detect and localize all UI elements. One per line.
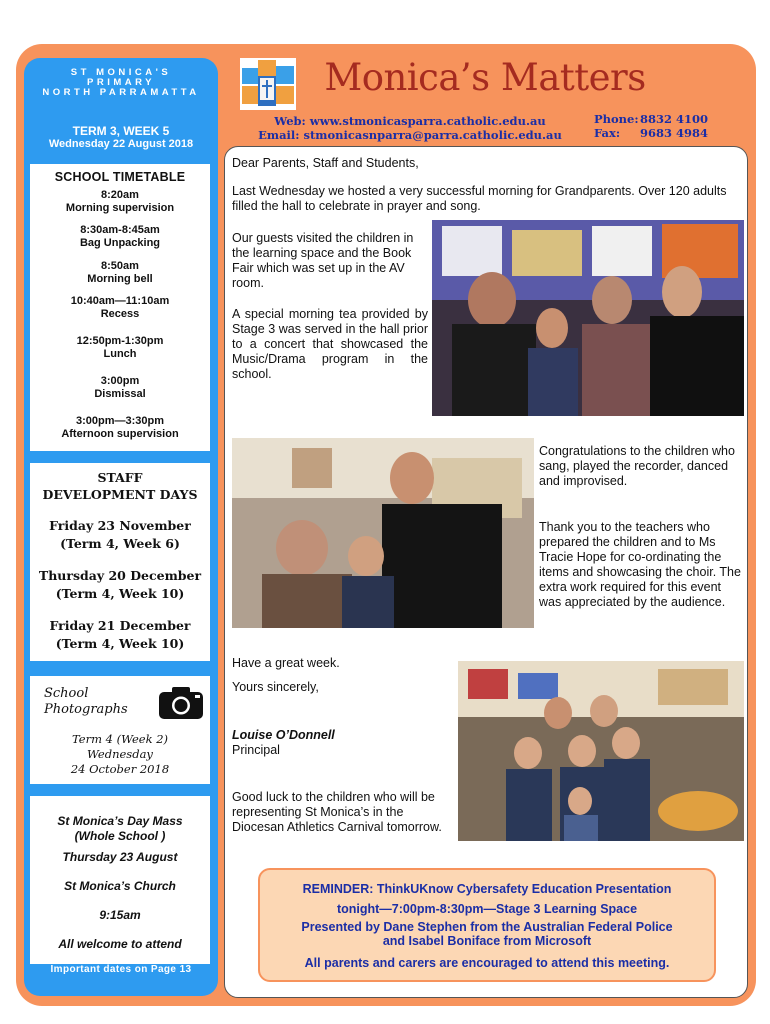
- staff-dev-item: Friday 21 December (Term 4, Week 10): [49, 618, 191, 651]
- reminder-box: [258, 868, 716, 982]
- timetable-item: 3:00pm Dismissal: [94, 375, 146, 400]
- reminder-presenters: Presented by Dane Stephen from the Australian Federal Police: [301, 920, 673, 934]
- grandparents-photo-2: [232, 438, 534, 628]
- staff-dev-item: Friday 23 November (Term 4, Week 6): [49, 518, 191, 551]
- timetable-item: 8:20am Morning supervision: [65, 189, 175, 214]
- school-name-line3: NORTH PARRAMATTA: [42, 87, 200, 98]
- letter-paragraph: Thank you to the teachers who prepared the children and to Ms Tracie Hope for co-ordinating the items and showcasing the choir. The extra work required for this event was appreciated by the audience.: [539, 520, 741, 609]
- timetable-item: 3:00pm—3:30pm Afternoon supervision: [61, 415, 179, 440]
- mass-time: 9:15am: [99, 908, 141, 922]
- contact-web-email: [232, 114, 588, 142]
- school-name: [24, 68, 218, 98]
- mass-title: St Monica’s Day Mass: [57, 814, 183, 828]
- reminder-time: tonight—7:00pm-8:30pm—Stage 3 Learning Space: [336, 902, 638, 916]
- staff-development-box: [30, 463, 210, 661]
- closing-line: Have a great week.: [232, 656, 340, 670]
- athletics-children-photo: [458, 661, 744, 841]
- term-week: TERM 3, WEEK 5: [72, 124, 170, 138]
- reminder-presenters-2: and Isabel Boniface from Microsoft: [382, 934, 592, 948]
- mass-subtitle: (Whole School ): [74, 829, 166, 843]
- website-link[interactable]: Web: www.stmonicasparra.catholic.edu.au: [274, 114, 546, 128]
- newsletter-title: Monica’s Matters: [324, 56, 646, 99]
- mass-place: St Monica’s Church: [64, 879, 176, 893]
- email-link[interactable]: Email: stmonicasnparra@parra.catholic.edu.au: [258, 128, 562, 142]
- fax-label: Fax:: [594, 126, 621, 140]
- timetable-item: 12:50pm-1:30pm Lunch: [76, 335, 164, 360]
- contact-phone-fax: [594, 112, 734, 140]
- photos-title: School Photographs: [44, 686, 128, 717]
- signature-name: Louise O’Donnell: [232, 728, 335, 742]
- mass-invite: All welcome to attend: [58, 937, 182, 951]
- letter-paragraph: Last Wednesday we hosted a very successful morning for Grandparents. Over 120 adults filled the hall to celebrate in prayer and song.: [232, 184, 727, 213]
- letter-paragraph: Good luck to the children who will be representing St Monica’s in the Diocesan Athletics Carnival tomorrow.: [232, 790, 442, 834]
- timetable-heading: SCHOOL TIMETABLE: [54, 170, 186, 184]
- school-name-line2: PRIMARY: [87, 77, 155, 88]
- timetable-item: 8:30am-8:45am Bag Unpacking: [79, 224, 161, 249]
- staff-dev-item: Thursday 20 December (Term 4, Week 10): [38, 568, 202, 601]
- school-name-line1: ST MONICA'S: [70, 67, 172, 78]
- letter-greeting: Dear Parents, Staff and Students,: [232, 156, 419, 170]
- school-timetable-box: [30, 164, 210, 451]
- issue-date: Wednesday 22 August 2018: [48, 138, 194, 150]
- staff-dev-heading: STAFF DEVELOPMENT DAYS: [42, 470, 198, 502]
- photos-details: Term 4 (Week 2) Wednesday 24 October 2018: [70, 732, 170, 776]
- letter-paragraph: Our guests visited the children in the learning space and the Book Fair which was set up in the AV room.: [232, 231, 414, 290]
- phone-label: Phone:: [594, 112, 639, 126]
- closing-line: Yours sincerely,: [232, 680, 319, 694]
- school-photographs-box: [30, 676, 210, 784]
- signature-role: Principal: [232, 743, 280, 757]
- timetable-item: 8:50am Morning bell: [87, 260, 153, 285]
- timetable-item: 10:40am—11:10am Recess: [70, 295, 170, 320]
- letter-paragraph: Congratulations to the children who sang, played the recorder, danced and improvised.: [539, 444, 735, 488]
- phone-number: 8832 4100: [640, 112, 709, 126]
- letter-paragraph: A special morning tea provided by Stage 3 was served in the hall prior to a concert that showcased the Music/Drama program in the school.: [232, 307, 428, 381]
- grandparents-photo-1: [432, 220, 744, 416]
- mass-date: Thursday 23 August: [62, 850, 178, 864]
- fax-number: 9683 4984: [640, 126, 709, 140]
- important-dates-note: Important dates on Page 13: [50, 964, 192, 975]
- school-logo: [240, 58, 296, 110]
- reminder-heading: REMINDER: ThinkUKnow Cybersafety Education Presentation: [302, 882, 672, 896]
- reminder-invite: All parents and carers are encouraged to attend this meeting.: [304, 956, 670, 970]
- camera-icon: [158, 686, 204, 720]
- mass-box: [30, 796, 210, 964]
